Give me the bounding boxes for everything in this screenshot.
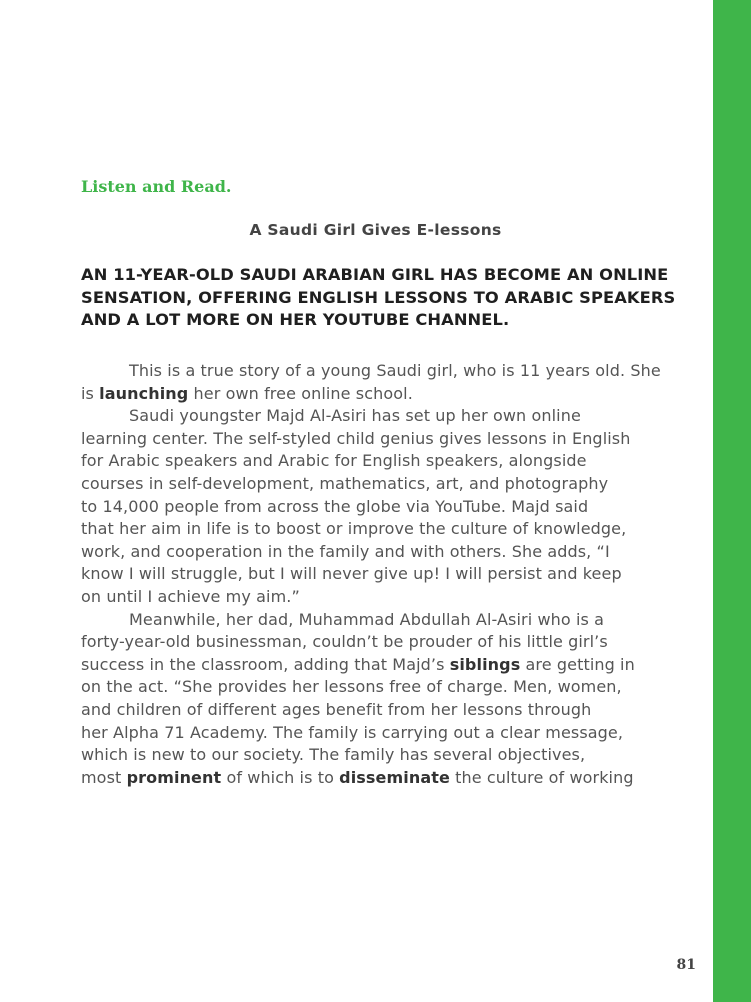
page-number: 81 xyxy=(676,957,696,973)
body-line: Saudi youngster Majd Al-Asiri has set up her own online xyxy=(129,406,581,426)
body-text-fragment: success in the classroom, adding that Majd’s xyxy=(81,654,450,674)
body-line: for Arabic speakers and Arabic for English speakers, alongside xyxy=(81,451,587,471)
vocab-word-prominent: prominent xyxy=(126,767,222,787)
headline-line: AN 11-YEAR-OLD SAUDI ARABIAN GIRL HAS BECOME AN ONLINE xyxy=(81,265,669,284)
body-line xyxy=(81,767,696,790)
body-line: her Alpha 71 Academy. The family is carrying out a clear message, xyxy=(81,722,624,742)
body-line: on the act. “She provides her lessons free of charge. Men, women, xyxy=(81,677,622,697)
body-line: on until I achieve my aim.” xyxy=(81,586,300,606)
vocab-word-disseminate: disseminate xyxy=(339,767,450,787)
body-line: Meanwhile, her dad, Muhammad Abdullah Al-Asiri who is a xyxy=(129,609,605,629)
body-line: that her aim in life is to boost or improve the culture of knowledge, xyxy=(81,519,627,539)
headline xyxy=(81,264,701,332)
body-text-fragment: is xyxy=(81,383,100,403)
body-line: which is new to our society. The family has several objectives, xyxy=(81,745,586,765)
body-text-fragment: her own free online school. xyxy=(188,383,413,403)
body-line: to 14,000 people from across the globe via YouTube. Majd said xyxy=(81,496,589,516)
body-text-fragment: most xyxy=(81,767,127,787)
body-line: work, and cooperation in the family and with others. She adds, “I xyxy=(81,541,610,561)
body-line: know I will struggle, but I will never give up! I will persist and keep xyxy=(81,564,622,584)
body-line: courses in self-development, mathematics, art, and photography xyxy=(81,473,609,493)
body-line xyxy=(81,383,696,406)
headline-line: AND A LOT MORE ON HER YOUTUBE CHANNEL. xyxy=(81,310,510,329)
vocab-word-launching: launching xyxy=(99,383,189,403)
body-line: This is a true story of a young Saudi girl, who is 11 years old. She xyxy=(129,361,661,380)
body-text-fragment: are getting in xyxy=(520,654,635,674)
vocab-word-siblings: siblings xyxy=(449,654,521,674)
body-line xyxy=(81,654,696,677)
body-text-fragment: the culture of working xyxy=(449,767,634,787)
body-line: and children of different ages benefit from her lessons through xyxy=(81,699,592,719)
green-side-bar xyxy=(713,0,751,1002)
section-label: Listen and Read. xyxy=(81,177,232,196)
headline-line: SENSATION, OFFERING ENGLISH LESSONS TO ARABIC SPEAKERS xyxy=(81,287,676,307)
body-text-fragment: of which is to xyxy=(221,767,340,787)
body-line: forty-year-old businessman, couldn’t be prouder of his little girl’s xyxy=(81,632,608,652)
body-line: learning center. The self-styled child genius gives lessons in English xyxy=(81,428,631,448)
article-body xyxy=(81,360,696,789)
article-title: A Saudi Girl Gives E-lessons xyxy=(249,221,502,239)
